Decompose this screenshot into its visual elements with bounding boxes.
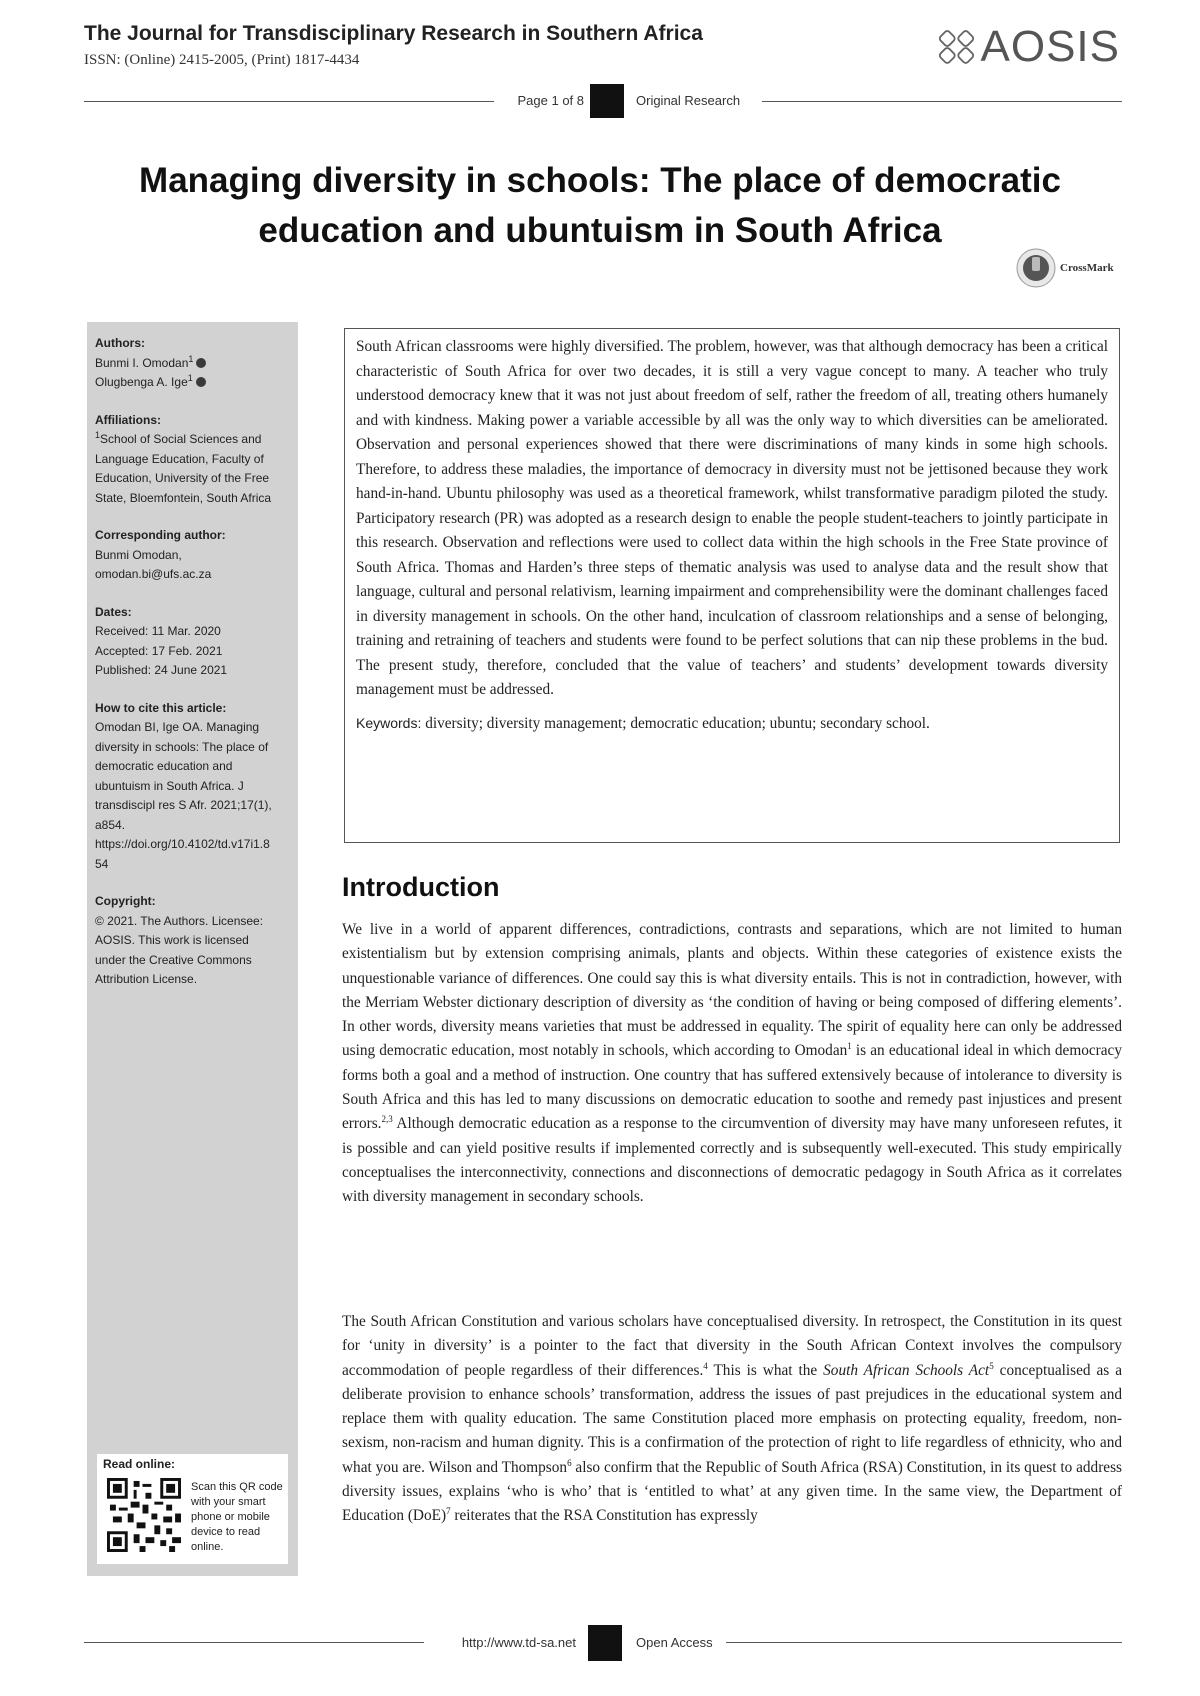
section-heading: Introduction [342,872,500,902]
footer-url[interactable]: http://www.td-sa.net [461,1635,576,1650]
corresponding-name: Bunmi Omodan, [95,547,182,562]
received-date: Received: 11 Mar. 2020 [95,624,221,638]
aosis-logo-icon [938,25,977,69]
read-online-label: Read online: [103,1457,176,1471]
journal-title: The Journal for Transdisciplinary Research in Southern Africa [84,22,703,45]
publisher-logo [938,22,1120,72]
header-rule-right [762,101,1122,102]
accepted-date: Accepted: 17 Feb. 2021 [95,643,223,658]
corresponding-email[interactable]: omodan.bi@ufs.ac.za [95,567,212,581]
page-number: Page 1 of 8 [517,93,584,108]
reference-link[interactable]: 6 [567,1457,572,1468]
article-title: Managing diversity in schools: The place of democratic education and ubuntuism in South Africa [139,161,1061,250]
author-item: Olugbenga A. Ige$^1$ [95,373,293,393]
article-info-sidebar [87,322,298,1576]
orcid-icon[interactable] [196,377,206,387]
crossmark-icon [1016,248,1056,288]
keywords-line [356,711,1108,737]
logo-text: AOSIS [980,22,1120,71]
keywords-text: diversity; diversity management; democratic education; ubuntu; secondary school. [425,714,930,732]
footer-rule-right [726,1642,1122,1643]
crossmark-label: CrossMark [1060,262,1114,274]
footer-access: Open Access [636,1635,713,1650]
read-online-box [97,1454,288,1564]
orcid-icon[interactable] [196,358,206,368]
dates-block [95,603,293,681]
copyright-block [95,892,293,990]
header-rule-left [84,101,494,102]
citation-text: Omodan BI, Ige OA. Managing diversity in schools: The place of democratic education and ubuntuism in South Africa. J transdiscipl res S Afr. 2021;17(1), a854. https://doi.org/10.4102/td.v17i1.854 [95,720,272,871]
author-name: Bunmi I. Omodan [95,355,189,370]
reference-link[interactable]: 5 [989,1360,994,1371]
affiliation-text: School of Social Sciences and Language Education, Faculty of Education, University of the Free State, Bloemfontein, South Africa [95,432,272,505]
header-black-block [590,84,624,118]
act-title: South African Schools Act [823,1361,990,1379]
page-footer [0,1625,1200,1661]
footer-rule-left [84,1642,424,1643]
crossmark-badge[interactable] [1016,248,1114,288]
affiliations-label: Affiliations: [95,412,161,427]
article-type: Original Research [636,93,741,108]
reference-link[interactable]: 1 [847,1041,852,1052]
authors-label: Authors: [95,336,145,350]
authors-block [95,334,293,393]
published-date: Published: 24 June 2021 [95,663,228,677]
abstract-text: South African classrooms were highly diversified. The problem, however, was that although democracy has been a critical characteristic of South Africa for over two decades, it is still a very vague concept to many. A teacher who truly understood democracy knew that it was not just about freedom of self, rather the freedom of all, treating others humanely and with kindness. Making power a variable accessible by all was the only way to which diversities can be ameliorated. Observation and personal experiences showed that there were discriminations of many kinds in some high schools. Therefore, to address these maladies, the importance of democracy in diversity must not be jettisoned because they work hand-in-hand. Ubuntu philosophy was used as a theoretical framework, whilst transformative paradigm piloted the study. Participatory research (PR) was adopted as a research design to enable the people student-teachers to jointly participate in this research. Observation and reflections were used to collect data within the high schools in the Free State province of South Africa. Thomas and Harden’s three steps of thematic analysis was used to analyse data and the result show that language, cultural and personal relativism, learning impairment and comprehensibility were the dominant challenges faced in diversity management in schools. On the other hand, inculcation of classroom relationships and a sense of belonging, training and retraining of teachers and students were found to be perfect solutions that can nip these problems in the bud. The present study, therefore, concluded that the value of teachers’ and students’ development towards diversity management must be addressed. [356,338,1108,698]
corresponding-block [95,526,293,585]
footer-black-block [588,1625,622,1661]
reference-link[interactable]: 2,3 [381,1114,393,1125]
reference-link[interactable]: 4 [703,1360,708,1371]
qr-instruction: Scan this QR code with your smart phone or mobile device to read online. [191,1481,283,1553]
citation-block [95,699,293,875]
corresponding-label: Corresponding author: [95,528,226,542]
issn: ISSN: (Online) 2415-2005, (Print) 1817-4434 [84,52,360,68]
author-name: Olugbenga A. Ige [95,375,188,389]
page-info-bar [0,84,1200,120]
dates-label: Dates: [95,604,132,619]
body-paragraph: We live in a world of apparent differences, contradictions, contrasts and separations, which are not limited to human existentialism but by extension comprising animals, plants and objects. Within these categories of existence exists the unquestionable variance of differences. One could say this is what diversity entails. This is not in contradiction, however, with the Merriam Webster dictionary description of diversity as ‘the condition of having or being composed of differing elements’. In other words, diversity means varieties that must be addressed in equality. The spirit of equality here can only be addressed using democratic education, most notably in schools, which according to Omodan$^1$ is an educational ideal in which democracy forms both a goal and a method of instruction. One country that has suffered extensively because of intolerance to diversity is South Africa and this has led to many discussions on democratic education to soothe and remedy past injustices and present errors.$^{2,3}$ Although democratic education as a response to the circumvention of diversity may have many unforeseen refutes, it is possible and can yield positive results if implemented correctly and is subsequently well-executed. This study empirically conceptualises the interconnectivity, connections and disconnections of democratic pedagogy in South Africa as it correlates with diversity management in secondary schools. [342,921,1122,1206]
reference-link[interactable]: 7 [446,1506,451,1517]
qr-code-icon[interactable] [107,1478,181,1552]
affiliations-block: Affiliations: $^1$School of Social Sciences and Language Education, Faculty of Education, University of the Free State, Bloemfontein, South Africa [95,411,293,509]
copyright-label: Copyright: [95,894,156,908]
abstract-box [344,328,1120,843]
copyright-text: © 2021. The Authors. Licensee: AOSIS. This work is licensed under the Creative Commons Attribution License. [95,913,264,986]
body-paragraph: The South African Constitution and various scholars have conceptualised diversity. In retrospect, the Constitution in its quest for ‘unity in diversity’ is a pointer to the fact that diversity in the South African Context involves the compulsory accommodation of people regardless of their differences.$^4$ This is what the South African Schools Act$^5$ conceptualised as a deliberate provision to enhance schools’ transformation, address the issues of past prejudices in the educational system and replace them with quality education. The same Constitution placed more emphasis on protecting equality, freedom, non-sexism, non-racism and human dignity. This is a confirmation of the protection of right to life regardless of ethnicity, who and what you are. Wilson and Thompson$^6$ also confirm that the Republic of South Africa (RSA) Constitution, in its quest to address diversity issues, explains ‘who is who’ that is ‘entitled to what’ at any given time. In the same view, the Department of Education (DoE)$^7$ reiterates that the RSA Constitution has expressly [342,1313,1123,1525]
keywords-label: Keywords: [356,714,422,731]
cite-label: How to cite this article: [95,700,227,715]
author-item: Bunmi I. Omodan$^1$ [95,354,293,374]
